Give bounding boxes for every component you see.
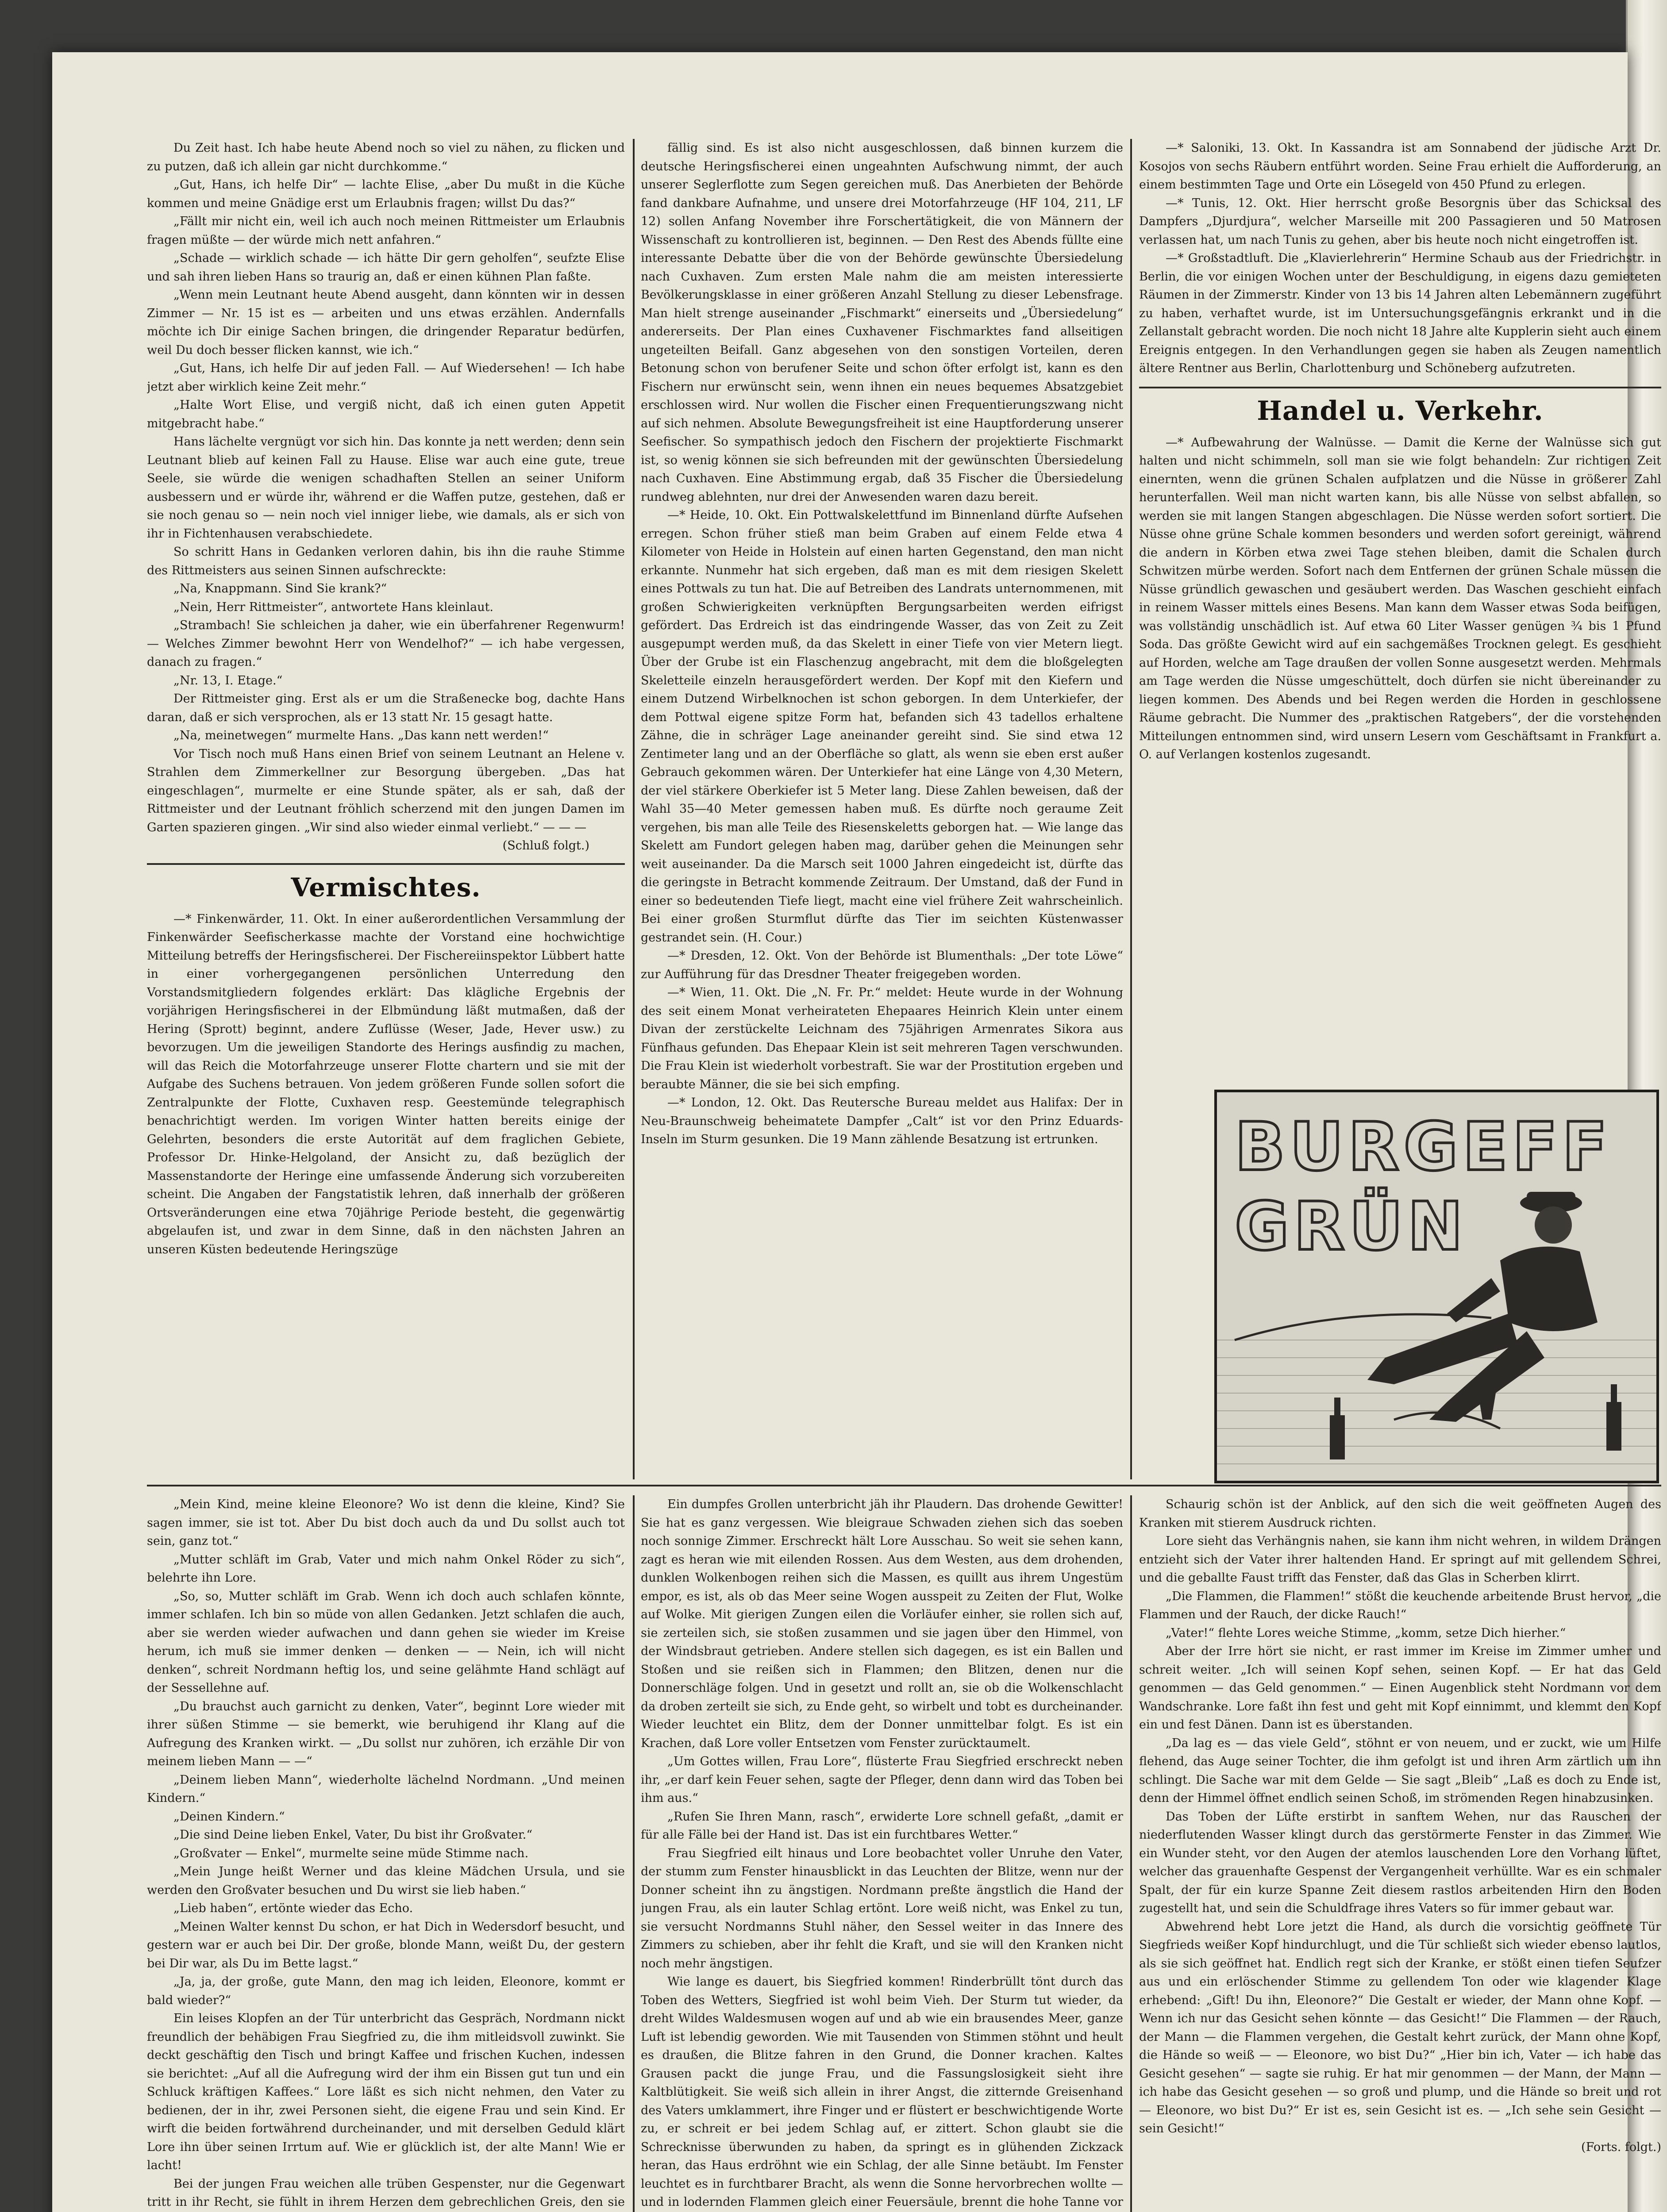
paragraph: Ein dumpfes Grollen unterbricht jäh ihr Plaudern. Das drohende Gewitter! Sie hat es ganz vergessen. Wie bleigraue Schwaden ziehen sich das soeben noch sonnige Zimmer. Erschreckt hält Lore Ausschau. So weit sie sehen kann, zagt es heran wie mit eilenden Rossen. Aus dem Westen, aus dem drohenden, dunklen Wolkenbogen reihen sich die Massen, es quillt aus ihrem Ungestüm empor, es ist, als ob das Meer seine Wogen ausspeit zu Zeiten der Flut, Wolke auf Wolke. Mit gierigen Zungen eilen die Vorläufer einher, sie rollen sich auf, sie zerteilen sich, sie stoßen zusammen und sie jagen über den Himmel, von der Windsbraut getrieben. Andere stellen sich dagegen, es ist ein Ballen und Stoßen und sie reißen sich in Flammen; den Blitzen, denen nur die Donnerschläge folgen. Und in gesetzt und rollt an, sie ob die Wolkenschlacht da droben zerteilt sie sich, zu Ende geht, so wirbelt und tobt es durcheinander. Wieder leuchtet ein Blitz, dem der Donner unmittelbar folgt. Es ist ein Krachen, daß Lore voller Entsetzen vom Fenster zurücktaumelt. — [641, 1498, 1123, 1750]
paragraph: „Nein, Herr Rittmeister“, antwortete Hans kleinlaut. — [173, 600, 494, 614]
paragraph: Du Zeit hast. Ich habe heute Abend noch so viel zu nähen, zu flicken und zu putzen, daß ich allein gar nicht durchkomme.“ — [147, 141, 625, 173]
paragraph: „So, so, Mutter schläft im Grab. Wenn ich doch auch schlafen könnte, immer schlafen. Ich bin so müde von allen Gedanken. Jetzt schlafen die auch, aber sie werden wieder aufwachen und dann gehen sie wieder im Kreise herum, ich muß sie immer denken — denken — — Nein, ich will nicht denken“, schreit Nordmann heftig los, und seine gelähmte Hand schlägt auf der Sessellehne auf. — [147, 1589, 625, 1695]
paragraph: —* Dresden, 12. Okt. Von der Behörde ist Blumenthals: „Der tote Löwe“ zur Aufführung für das Dresdner Theater freigegeben worden. — [641, 949, 1123, 981]
paragraph: „Wenn mein Leutnant heute Abend ausgeht, dann könnten wir in dessen Zimmer — Nr. 15 ist es — arbeiten und uns etwas erzählen. Andernfalls möchte ich Dir einige Sachen bringen, die dringender Reparatur bedürfen, weil Du doch besser flicken kannst, wie ich.“ — [147, 288, 625, 357]
paragraph: „Die sind Deine lieben Enkel, Vater, Du bist ihr Großvater.“ — [173, 1828, 533, 1842]
paragraph: Aber der Irre hört sie nicht, er rast immer im Kreise im Zimmer umher und schreit weiter. „Ich will seinen Kopf sehen, seinen Kopf. — Er hat das Geld genommen — das Geld genommen.“ — Einen Augenblick steht Nordmann vor dem Wandschranke. Lore faßt ihn fest und geht mit Kopf einnimmt, und klemmt den Kopf ein und fest Dänen. Dann ist es überstanden. — [1139, 1644, 1661, 1732]
section-heading-vermischtes: Vermischtes. — [291, 872, 481, 902]
paragraph: „Ja, ja, der große, gute Mann, den mag ich leiden, Eleonore, kommt er bald wieder?“ — [147, 1975, 625, 2007]
divider — [147, 863, 625, 865]
paragraph: „Die Flammen, die Flammen!“ stößt die keuchende arbeitende Brust hervor, „die Flammen und der Rauch, der dicke Rauch!“ — [1139, 1589, 1661, 1621]
paragraph: „Du brauchst auch garnicht zu denken, Vater“, beginnt Lore wieder mit ihrer süßen Stimme — sie bemerkt, wie beruhigend ihr Klang auf die Aufregung des Kranken wirkt. — „Du sollst nur zuhören, ich erzähle Dir von meinem lieben Mann — —“ — [147, 1699, 625, 1768]
ad-text-line1: BURGEFF — [1235, 1109, 1612, 1186]
paragraph: „Vater!“ flehte Lores weiche Stimme, „komm, setze Dich hierher.“ — [1166, 1626, 1566, 1640]
paragraph: „Lieb haben“, ertönte wieder das Echo. — [173, 1901, 413, 1915]
continuation-note: (Schluß folgt.) — [502, 839, 589, 853]
divider — [1139, 387, 1661, 388]
paragraph: „Meinen Walter kennst Du schon, er hat Dich in Wedersdorf besucht, und gestern war er auch bei Dir. Der große, blonde Mann, weißt Du, der gestern bei Dir war, als Du im Bette lagst.“ — [147, 1920, 625, 1970]
burgeff-ad-illustration — [1217, 1092, 1656, 1481]
paragraph: „Deinen Kindern.“ — [173, 1809, 285, 1824]
paragraph: —* Saloniki, 13. Okt. In Kassandra ist am Sonnabend der jüdische Arzt Dr. Kosojos von sechs Räubern entführt worden. Seine Frau erhielt die Aufforderung, an einem bestimmten Tage und Orte ein Lösegeld von 450 Pfund zu erlegen. — [1139, 141, 1661, 192]
paragraph: „Halte Wort Elise, und vergiß nicht, daß ich einen guten Appetit mitgebracht habe.“ — [147, 398, 625, 430]
column-1-bottom — [147, 1495, 625, 2212]
section-divider — [147, 1485, 1661, 1486]
paragraph: Frau Siegfried eilt hinaus und Lore beobachtet voller Unruhe den Vater, der stumm zum Fenster hinausblickt in das Leuchten der Blitze, wenn nur der Donner scheint ihn zu ängstigen. Nordmann preßte ängstlich die Hand der jungen Frau, als ein lauter Schlag ertönt. Lore weiß nicht, was Enkel zu tun, sie versucht Nordmanns Stuhl näher, den Sessel weiter in das Innere des Zimmers zu schieben, aber ihr fehlt die Kraft, und sie will den Kranken nicht noch mehr ängstigen. — [641, 1846, 1123, 1970]
paragraph: Vor Tisch noch muß Hans einen Brief von seinem Leutnant an Helene v. Strahlen dem Zimmerkellner zur Besorgung übergeben. „Das hat eingeschlagen“, murmelte er eine Stunde später, als er sah, daß der Rittmeister und der Leutnant fröhlich scherzend mit den jungen Damen im Garten spazieren gingen. „Wir sind also wieder einmal verliebt.“ — — — — [147, 747, 625, 834]
column-3-top — [1139, 139, 1661, 1081]
column-rule — [1130, 1495, 1132, 2212]
column-1-top — [147, 139, 625, 1479]
paragraph: Ein leises Klopfen an der Tür unterbricht das Gespräch, Nordmann nickt freundlich der behäbigen Frau Siegfried zu, die ihm mitleidsvoll zuwinkt. Sie deckt geschäftig den Tisch und bringt Kaffee und frischen Kuchen, indessen sie berichtet: „Auf all die Aufregung wird der ihm ein Bissen gut tun und ein Schluck kräftigen Kaffees.“ Lore läßt es sich nicht nehmen, den Vater zu bedienen, der in ihr, zwei Personen sieht, die eigene Frau und sein Kind. Er wirft die beiden fortwährend durcheinander, und mit derselben Geduld klärt Lore ihn über seinen Irrtum auf. Wie er glücklich ist, der alte Mann! Wie er lacht! — [147, 2012, 625, 2172]
column-rule — [633, 1495, 635, 2212]
paragraph: Der Rittmeister ging. Erst als er um die Straßenecke bog, dachte Hans daran, daß er sich versprochen, als er 13 statt Nr. 15 gesagt hatte. — [147, 692, 625, 724]
paragraph: „Na, meinetwegen“ murmelte Hans. „Das kann nett werden!“ — [173, 729, 549, 742]
paragraph: Abwehrend hebt Lore jetzt die Hand, als durch die vorsichtig geöffnete Tür Siegfrieds weißer Kopf hindurchlugt, und die Tür schließt sich wieder ebenso lautlos, als sie sich geöffnet hat. Endlich regt sich der Kranke, er stößt einen tiefen Seufzer aus und ein erlöschender Stimme zu gellendem Ton oder wie klagender Klage erhebend: „Gift! Du ihn, Eleonore?“ Die Gestalt er wieder, der Mann ohne Kopf. — Wenn ich nur das Gesicht sehen könnte — das Gesicht!“ Die Flammen — der Rauch, der Mann — die Flammen vergehen, die Gestalt kehrt zurück, der Mann ohne Kopf, die Hände so weiß — — Eleonore, wo bist Du?“ „Hier bin ich, Vater — ich habe das Gesicht gesehen“ — sagte sie ruhig. Er hat mir genommen — der Mann, der Mann — ich habe das Gesicht gesehen — so groß und plump, und die Hände so breit und rot — Eleonore, wo bist Du?“ Er ist es, sein Gesicht ist es. — „Ich sehe sein Gesicht — sein Gesicht!“ — [1139, 1920, 1661, 2135]
paragraph: „Um Gottes willen, Frau Lore“, flüsterte Frau Siegfried erschreckt neben ihr, „er darf kein Feuer sehen, sagte der Pfleger, denn dann wird das Toben bei ihm aus.“ — [641, 1755, 1123, 1805]
paragraph: „Na, Knappmann. Sind Sie krank?“ — [173, 582, 387, 595]
paragraph: „Da lag es — das viele Geld“, stöhnt er von neuem, und er zuckt, wie um Hilfe flehend, das Auge seiner Tochter, die ihm gefolgt ist und ihren Arm zärtlich um ihn schlingt. Die Sache war mit dem Gelde — Sie sagt „Bleib“ „Laß es doch zu Ende ist, denn der Himmel öffnet endlich seinen Schoß, im strömenden Regen hinabzusinken. — [1139, 1736, 1661, 1805]
paragraph: —* Wien, 11. Okt. Die „N. Fr. Pr.“ meldet: Heute wurde in der Wohnung des seit einem Monat verheirateten Ehepaares Heinrich Klein unter einem Divan der zerstückelte Leichnam des 75jährigen Armenrates Sikora aus Fünfhaus gefunden. Das Ehepaar Klein ist seit mehreren Tagen verschwunden. Die Frau Klein ist wiederholt vorbestraft. Sie war der Prostitution ergeben und beraubte Männer, die sie bei sich empfing. — [641, 986, 1123, 1091]
paragraph: „Gut, Hans, ich helfe Dir“ — lachte Elise, „aber Du mußt in die Küche kommen und meine Gnädige erst um Erlaubnis fragen; willst Du das?“ — [147, 178, 625, 210]
paragraph: „Mutter schläft im Grab, Vater und mich nahm Onkel Röder zu sich“, belehrte ihn Lore. — [147, 1552, 625, 1585]
paragraph: „Mein Kind, meine kleine Eleonore? Wo ist denn die kleine, Kind? Sie sagen immer, sie ist tot. Aber Du bist doch auch da und Du sollst auch tot sein, ganz tot.“ — [147, 1498, 625, 1548]
paragraph: So schritt Hans in Gedanken verloren dahin, bis ihn die rauhe Stimme des Rittmeisters aus seinen Sinnen aufschreckte: — [147, 545, 625, 577]
paragraph: —* Aufbewahrung der Walnüsse. — Damit die Kerne der Walnüsse sich gut halten und nicht schimmeln, soll man sie wie folgt behandeln: Zur richtigen Zeit einernten, wenn die grünen Schalen aufplatzen und die Nüsse in größerer Zahl herunterfallen. Weil man nicht warten kann, bis alle Nüsse von selbst abfallen, so werden sie mit langen Stangen abgeschlagen. Die Nüsse werden sofort sortiert. Die Nüsse ohne grüne Schale kommen besonders und werden sofort gereinigt, während die andern in Körben etwa zwei Tage stehen bleiben, damit die Schalen durch Schwitzen mürbe werden. Sofort nach dem Entfernen der grünen Schale müssen die Nüsse gründlich gewaschen und gesäubert werden. Das Waschen geschieht einfach in reinem Wasser mittels eines Besens. Man kann dem Wasser etwas Soda beifügen, was vollständig unschädlich ist. Auf etwa 60 Liter Wasser genügen ¾ bis 1 Pfund Soda. Das größte Gewicht wird auf ein sachgemäßes Trocknen gelegt. Es geschieht auf Horden, welche am Tage draußen der vollen Sonne ausgesetzt werden. Mehrmals am Tage werden die Nüsse umgeschüttelt, doch dürfen sie nicht übereinander zu liegen kommen. Des Abends und bei Regen werden die Horden in geschlossene Räume gebracht. Die Nummer des „praktischen Ratgebers“, der die vorstehenden Mitteilungen entnommen sind, wird unsern Lesern vom Geschäftsamt in Frankfurt a. O. auf Verlangen kostenlos zugesandt. — [1139, 435, 1661, 761]
column-rule — [1130, 139, 1132, 1479]
newspaper-page — [52, 52, 1661, 2212]
paragraph: „Strambach! Sie schleichen ja daher, wie ein überfahrener Regenwurm! — Welches Zimmer bewohnt Herr von Wendelhof?“ — ich habe vergessen, danach zu fragen.“ — [147, 618, 625, 669]
column-3-bottom — [1139, 1495, 1661, 2212]
continuation-note: (Forts. folgt.) — [1581, 2140, 1661, 2154]
paragraph: „Schade — wirklich schade — ich hätte Dir gern geholfen“, seufzte Elise und sah ihren lieben Hans so traurig an, daß er einen kühnen Plan faßte. — [147, 251, 625, 284]
paragraph: „Großvater — Enkel“, murmelte seine müde Stimme nach. — [173, 1846, 529, 1860]
paragraph: —* Heide, 10. Okt. Ein Pottwalskelettfund im Binnenland dürfte Aufsehen erregen. Schon früher stieß man beim Graben auf einem Felde etwa 4 Kilometer von Heide in Holstein auf einen harten Gegenstand, den man nicht erkannte. Nunmehr hat sich ergeben, daß man es mit dem riesigen Skelett eines Pottwals zu tun hat. Die auf Betreiben des Landrats unternommenen, mit großen Schwierigkeiten verknüpften Bergungsarbeiten werden eifrigst gefördert. Das Erdreich ist das eindringende Wasser, das von Zeit zu Zeit ausgepumpt werden muß, da das Skelett in einer Tiefe von vier Metern liegt. Über der Grube ist ein Flaschenzug angebracht, mit dem die bloßgelegten Skeletteile einzeln herausgefördert werden. Der Kopf mit den Kiefern und einem Dutzend Wirbelknochen ist schon geborgen. In dem Unterkiefer, der dem Pottwal eigene spitze Form hat, befanden sich 43 tadellos erhaltene Zähne, die in schräger Lage aneinander gereiht sind. Sie sind etwa 12 Zentimeter lang und an der Oberfläche so glatt, als wenn sie eben erst außer Gebrauch gekommen wären. Der Unterkiefer hat eine Länge von 4,30 Metern, der viel stärkere Oberkiefer ist 5 Meter lang. Diese Zahlen beweisen, daß der Wahl 35—40 Meter gemessen haben muß. Es dürfte noch geraume Zeit vergehen, bis man alle Teile des Riesenskeletts geborgen hat. — Wie lange das Skelett am Fundort gelegen haben mag, darüber gehen die Meinungen sehr weit auseinander. Da die Marsch seit 1000 Jahren eingedeicht ist, dürfte das die geringste in Betracht kommende Zeitraum. Der Umstand, daß der Fund in einer so bedeutenden Tiefe liegt, macht eine viel frühere Zeit wahrscheinlich. Bei einer großen Sturmflut dürfte das Tier im seichten Küstenwasser gestrandet sein. (H. Cour.) — [641, 508, 1123, 945]
paragraph: —* Großstadtluft. Die „Klavierlehrerin“ Hermine Schaub aus der Friedrichstr. in Berlin, die vor einigen Wochen unter der Beschuldigung, in eigens dazu gemieteten Räumen in der Zimmerstr. Kinder von 13 bis 14 Jahren alten Lebemännern zugeführt zu haben, verhaftet wurde, ist im Untersuchungsgefängnis erkrankt und in die Zellanstalt gebracht worden. Die noch nicht 18 Jahre alte Kupplerin sieht auch einem Ereignis entgegen. In den Verhandlungen gegen sie haben als Zeugen namentlich ältere Rentner aus Berlin, Charlottenburg und Schöneberg aufzutreten. — [1139, 251, 1661, 375]
section-heading-handel: Handel u. Verkehr. — [1257, 395, 1544, 426]
paragraph: —* Finkenwärder, 11. Okt. In einer außerordentlichen Versammlung der Finkenwärder Seefischerkasse machte der Vorstand eine hochwichtige Mitteilung betreffs der Heringsfischerei. Der Fischereiinspektor Lübbert hatte in einer vorhergegangenen persönlichen Unterredung den Vorstandsmitgliedern folgendes erklärt: Das klägliche Ergebnis der vorjährigen Heringsfischerei in der Elbmündung läßt mutmaßen, daß der Hering (Sprott) beginnt, andere Zuflüsse (Weser, Jade, Hever usw.) zu bevorzugen. Um die jeweiligen Standorte des Herings ausfindig zu machen, will das Reich die Motorfahrzeuge unserer Flotte chartern und sie mit der Aufgabe des Suchens betrauen. Von jedem größeren Funde sollen sofort die Zentralpunkte der Flotte, Cuxhaven resp. Geestemünde telegraphisch benachrichtigt werden. Im vorigen Winter hatten bereits einige der Gelehrten, besonders die erste Autorität auf dem fraglichen Gebiete, Professor Dr. Hinke-Helgoland, der Ansicht zu, daß bezüglich der Massenstandorte der Heringe eine umfassende Änderung sich vorzubereiten scheint. Die Angaben der Fangstatistik lehren, daß innerhalb der größeren Ortsveränderungen eine etwa 70jährige Periode besteht, die gegenwärtig abgelaufen ist, und zwar in dem Sinne, daß in den nächsten Jahren an unseren Küsten bedeutende Heringszüge — [147, 912, 625, 1256]
ad-text-line2: GRÜN — [1235, 1188, 1467, 1265]
paragraph: —* London, 12. Okt. Das Reutersche Bureau meldet aus Halifax: Der in Neu-Braunschweig beheimatete Dampfer „Calt“ ist vor den Prinz Eduards-Inseln im Sturm gesunken. Die 19 Mann zählende Besatzung ist ertrunken. — [641, 1096, 1123, 1146]
paragraph: „Gut, Hans, ich helfe Dir auf jeden Fall. — Auf Wiedersehen! — Ich habe jetzt aber wirklich keine Zeit mehr.“ — [147, 361, 625, 394]
paragraph: Schaurig schön ist der Anblick, auf den sich die weit geöffneten Augen des Kranken mit stierem Ausdruck richten. — [1139, 1498, 1661, 1530]
paragraph: Das Toben der Lüfte erstirbt in sanftem Wehen, nur das Rauschen der niederflutenden Wasser klingt durch das gerstörmerte Fenster in das Zimmer. Wie ein Wunder steht, vor den Augen der atemlos lauschenden Lore den Vorhang lüftet, welcher das grauenhafte Gespenst der Vergangenheit verhüllte. War es ein schmaler Spalt, der für ein kurze Spanne Zeit diesem rastlos arbeitenden Hirn den Boden zugestellt hat, und sein die Schuldfrage ihres Vaters so für immer gebaut war. — [1139, 1809, 1661, 1915]
paragraph: „Mein Junge heißt Werner und das kleine Mädchen Ursula, und sie werden den Großvater besuchen und Du wirst sie lieb haben.“ — [147, 1865, 625, 1897]
paragraph: Lore sieht das Verhängnis nahen, sie kann ihm nicht wehren, in wildem Drängen entzieht sich der Vater ihrer haltenden Hand. Er springt auf mit gellendem Schrei, und die geballte Faust trifft das Fenster, daß das Glas in Scherben klirrt. — [1139, 1534, 1661, 1585]
paragraph: „Deinem lieben Mann“, wiederholte lächelnd Nordmann. „Und meinen Kindern.“ — [147, 1773, 625, 1805]
paragraph: fällig sind. Es ist also nicht ausgeschlossen, daß binnen kurzem die deutsche Heringsfischerei einen ungeahnten Aufschwung nimmt, der auch unserer Seglerflotte zum Segen gereichen muß. Das Anerbieten der Behörde fand dankbare Aufnahme, und unsere drei Motorfahrzeuge (HF 104, 211, LF 12) sollen Anfang November ihre Forschertätigkeit, die von Männern der Wissenschaft zu kontrollieren ist, beginnen. — Den Rest des Abends füllte eine interessante Debatte über die von der Behörde gewünschte Übersiedelung nach Cuxhaven. Zum ersten Male nahm die am meisten interessierte Bevölkerungsklasse in einer größeren Anzahl Stellung zu dieser Lebensfrage. Man hielt strenge auseinander „Fischmarkt“ einerseits und „Übersiedelung“ andererseits. Der Plan eines Cuxhavener Fischmarktes fand allseitigen ungeteilten Beifall. Ganz abgesehen von den sonstigen Vorteilen, deren Betonung schon von berufener Seite und schon öfter erfolgt ist, kann es den Fischern nur erwünscht sein, wenn ihnen ein neues bequemes Absatzgebiet erschlossen wird. Nur wollen die Fischer einen Frequentierungszwang nicht auf sich nehmen. Absolute Bewegungsfreiheit ist eine Hauptforderung unserer Seefischer. So sympathisch jedoch den Fischern der projektierte Fischmarkt ist, so wenig können sie sich befreunden mit der gewünschten Übersiedelung nach Cuxhaven. Eine Abstimmung ergab, daß 35 Fischer die Übersiedelung rundweg ablehnten, nur drei der Anwesenden waren dazu bereit. — [641, 141, 1123, 504]
paragraph: „Nr. 13, I. Etage.“ — [173, 673, 283, 687]
column-rule — [633, 139, 635, 1479]
paragraph: Wie lange es dauert, bis Siegfried kommen! Rinderbrüllt tönt durch das Toben des Wetters, Siegfried ist wohl beim Vieh. Der Sturm tut wieder, da dreht Wildes Waldesmusen wogen auf und ab wie ein brausendes Meer, ganze Luft ist lebendig geworden. Wie mit Tausenden von Stimmen stöhnt und heult es draußen, die Blitze fahren in den Grund, die Donner krachen. Kaltes Grausen packt die junge Frau, und die Fassungslosigkeit sieht ihre Kaltblütigkeit. Sie weiß sich allein in ihrer Angst, die zitternde Greisenhand des Vaters umklammert, ihre Finger und er flüstert er beschwichtigende Worte zu, er schreit er bei jedem Schlag auf, er zittert. Schon glaubt sie die Schrecknisse überwunden zu haben, da springt es in glühenden Zickzack heran, das Haus erdröhnt wie ein Schlag, der alle Sinne betäubt. Im Fenster leuchtet es in furchtbarer Bracht, als wenn die Sonne hervorbrechen wollte — und in lodernden Flammen gleich einer Feuersäule, brennt die hohe Tanne vor — [641, 1975, 1123, 2209]
advertisement-burgeff — [1214, 1090, 1659, 1483]
paragraph: —* Tunis, 12. Okt. Hier herrscht große Besorgnis über das Schicksal des Dampfers „Djurdjura“, welcher Marseille mit 200 Passagieren und 50 Matrosen verlassen hat, um nach Tunis zu gehen, aber bis heute noch nicht eingetroffen ist. — [1139, 196, 1661, 247]
column-2-bottom — [641, 1495, 1123, 2212]
paragraph: Bei der jungen Frau weichen alle trüben Gespenster, nur die Gegenwart tritt in ihr Recht, sie fühlt in ihrem Herzen dem gebrechlichen Greis, den sie — [147, 2177, 625, 2209]
paragraph: „Fällt mir nicht ein, weil ich auch noch meinen Rittmeister um Erlaubnis fragen müßte — der würde mich nett anfahren.“ — [147, 215, 625, 247]
column-2-top — [641, 139, 1123, 1479]
paragraph: „Rufen Sie Ihren Mann, rasch“, erwiderte Lore schnell gefaßt, „damit er für alle Fälle bei der Hand ist. Das ist ein furchtbares Wetter.“ — [641, 1809, 1123, 1842]
paragraph: Hans lächelte vergnügt vor sich hin. Das konnte ja nett werden; denn sein Leutnant blieb auf keinen Fall zu Hause. Elise war auch eine gute, treue Seele, sie würde die wenigen schadhaften Stellen an seiner Uniform ausbessern und er würde ihr, während er die Waffen putze, gestehen, daß er sie noch genau so — nein noch viel inniger liebe, wie damals, als er sich von ihr in Fichtenhausen verabschiedete. — [147, 435, 625, 541]
